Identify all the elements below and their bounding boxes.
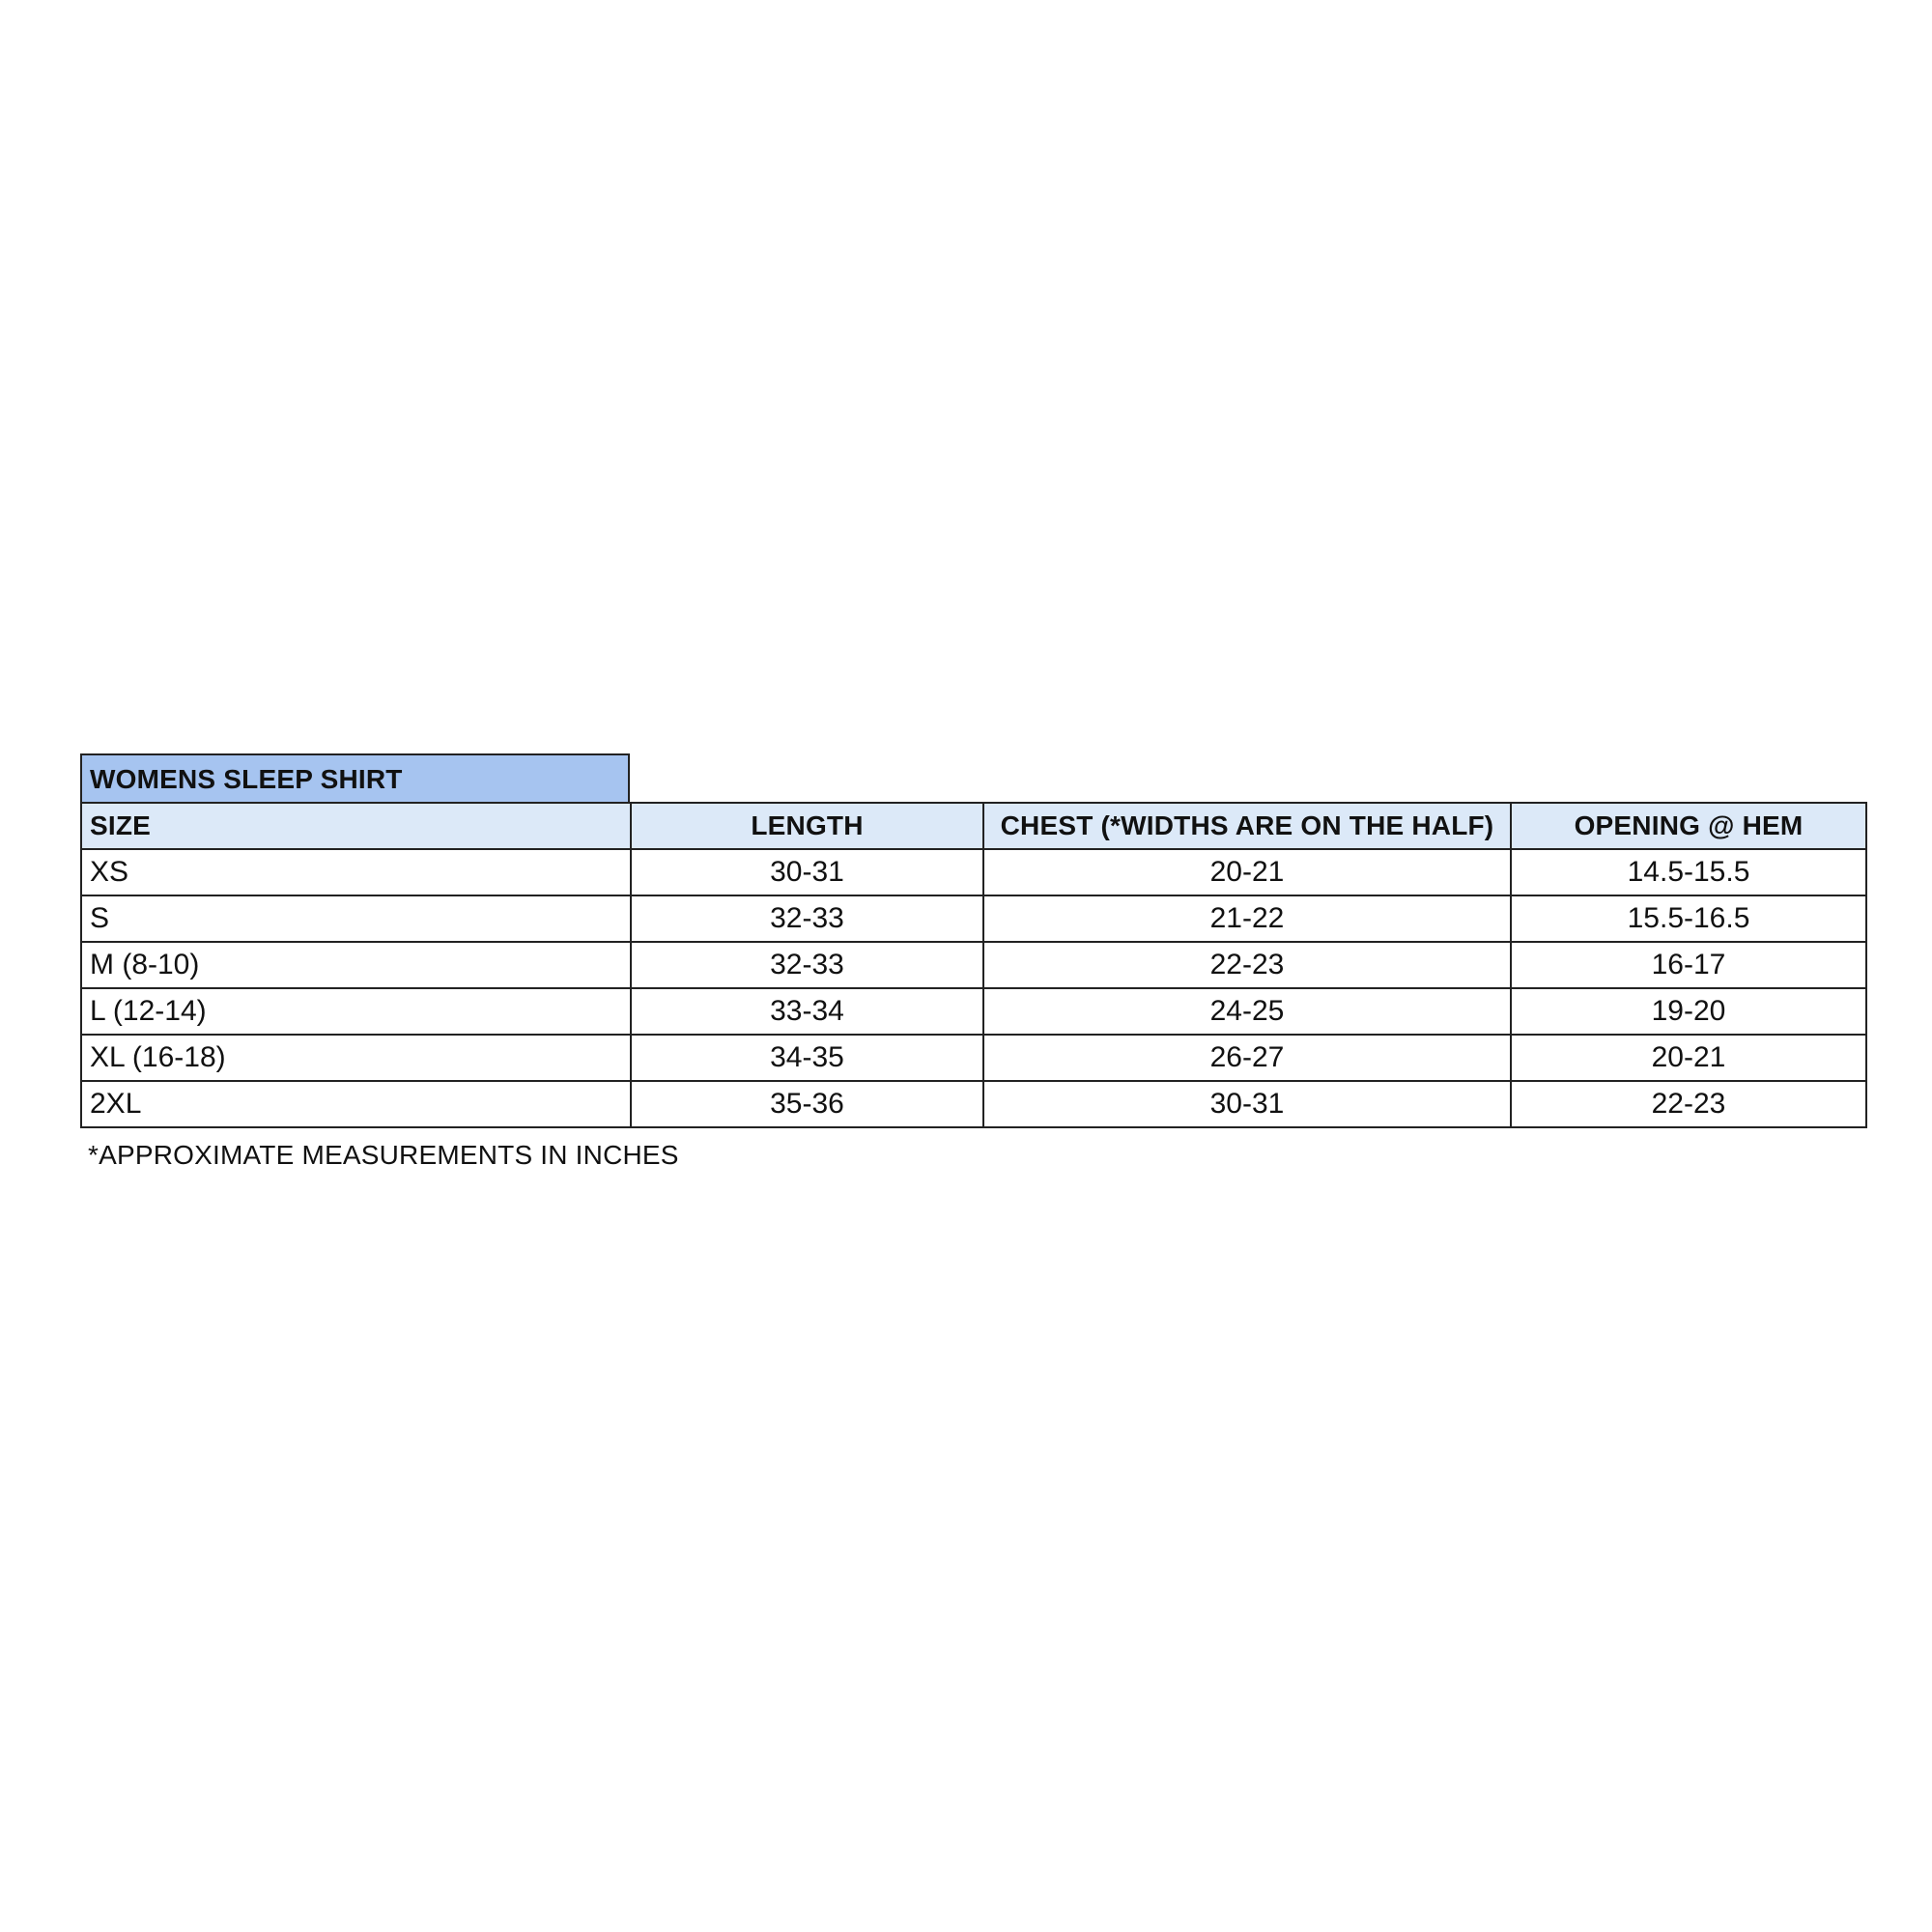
- size-cell: L (12-14): [81, 988, 631, 1035]
- chest-cell: 30-31: [983, 1081, 1511, 1127]
- table-row: [81, 1035, 1866, 1081]
- header-row: [81, 803, 1866, 849]
- table-row: [81, 849, 1866, 895]
- length-cell: 32-33: [631, 895, 983, 942]
- header-chest: CHEST (*WIDTHS ARE ON THE HALF): [983, 803, 1511, 849]
- length-cell: 35-36: [631, 1081, 983, 1127]
- table-row: [81, 895, 1866, 942]
- header-hem: OPENING @ HEM: [1511, 803, 1866, 849]
- chest-cell: 21-22: [983, 895, 1511, 942]
- chart-title: WOMENS SLEEP SHIRT: [80, 753, 630, 802]
- header-size: SIZE: [81, 803, 631, 849]
- size-cell: 2XL: [81, 1081, 631, 1127]
- hem-cell: 20-21: [1511, 1035, 1866, 1081]
- hem-cell: 16-17: [1511, 942, 1866, 988]
- size-chart: [80, 753, 1865, 1171]
- chest-cell: 20-21: [983, 849, 1511, 895]
- chest-cell: 22-23: [983, 942, 1511, 988]
- chest-cell: 24-25: [983, 988, 1511, 1035]
- size-cell: S: [81, 895, 631, 942]
- length-cell: 32-33: [631, 942, 983, 988]
- size-cell: XL (16-18): [81, 1035, 631, 1081]
- chest-cell: 26-27: [983, 1035, 1511, 1081]
- length-cell: 30-31: [631, 849, 983, 895]
- hem-cell: 14.5-15.5: [1511, 849, 1866, 895]
- hem-cell: 15.5-16.5: [1511, 895, 1866, 942]
- header-length: LENGTH: [631, 803, 983, 849]
- hem-cell: 22-23: [1511, 1081, 1866, 1127]
- footnote: *APPROXIMATE MEASUREMENTS IN INCHES: [88, 1140, 679, 1170]
- length-cell: 33-34: [631, 988, 983, 1035]
- length-cell: 34-35: [631, 1035, 983, 1081]
- table-row: [81, 1081, 1866, 1127]
- size-table: [80, 802, 1867, 1128]
- table-row: [81, 942, 1866, 988]
- table-row: [81, 988, 1866, 1035]
- hem-cell: 19-20: [1511, 988, 1866, 1035]
- size-cell: M (8-10): [81, 942, 631, 988]
- size-cell: XS: [81, 849, 631, 895]
